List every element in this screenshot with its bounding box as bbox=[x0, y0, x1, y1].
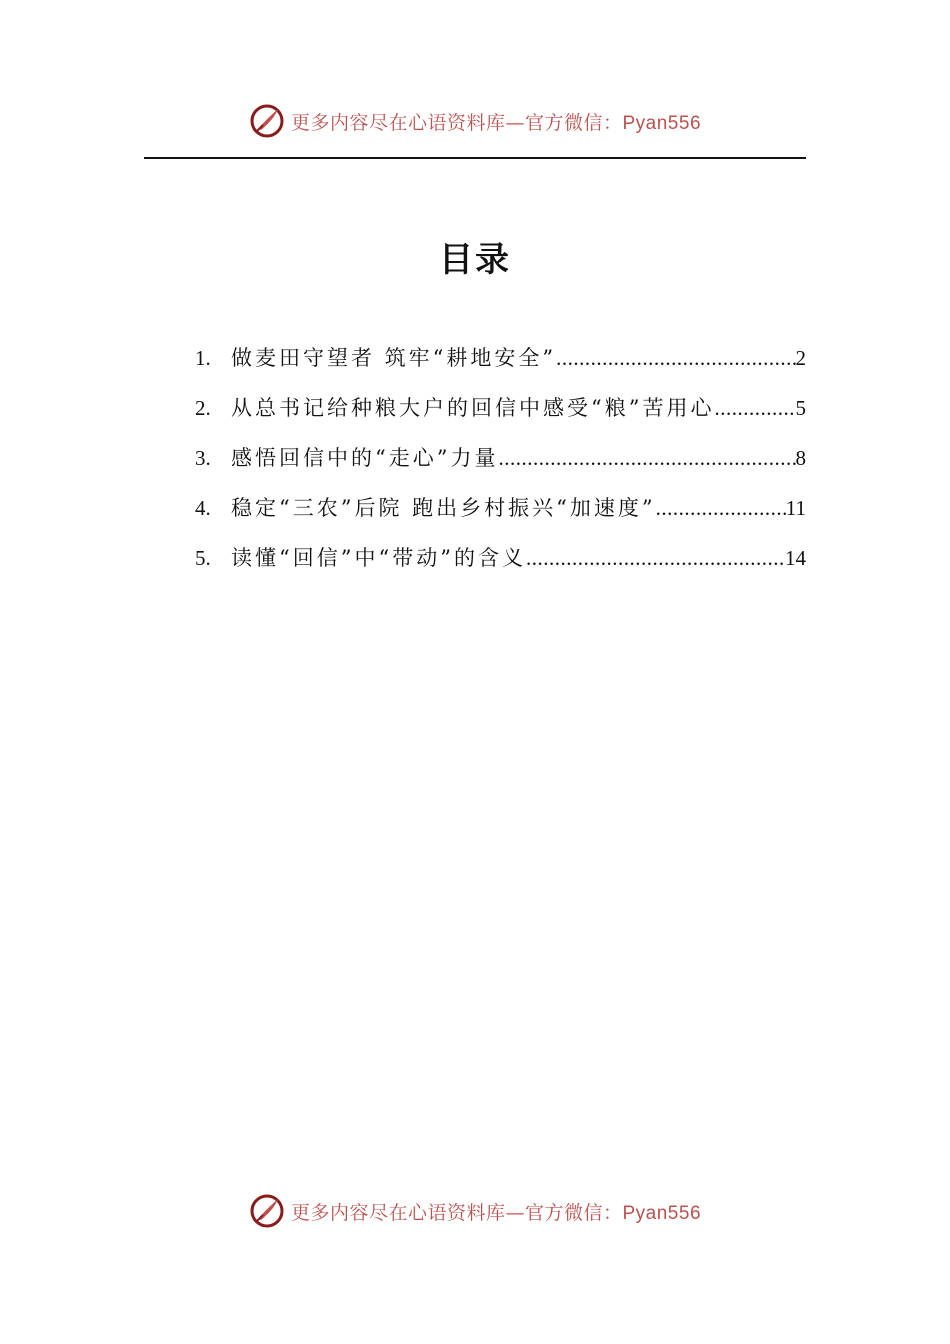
toc-title: 感悟回信中的“走心”力量 bbox=[231, 446, 499, 470]
toc-dot-leader bbox=[714, 390, 795, 426]
table-of-contents bbox=[195, 340, 806, 590]
toc-page-number: 8 bbox=[795, 446, 806, 470]
toc-number: 1. bbox=[195, 346, 211, 370]
header-divider bbox=[144, 157, 806, 159]
toc-page-number: 5 bbox=[795, 396, 806, 420]
toc-item-2[interactable] bbox=[195, 390, 806, 440]
toc-title: 稳定“三农”后院 跑出乡村振兴“加速度” bbox=[231, 496, 656, 520]
toc-title: 从总书记给种粮大户的回信中感受“粮”苦用心 bbox=[231, 396, 715, 420]
toc-page-number: 11 bbox=[785, 496, 806, 520]
toc-item-4[interactable] bbox=[195, 490, 806, 540]
toc-item-5[interactable] bbox=[195, 540, 806, 590]
footer-banner-text bbox=[291, 1198, 701, 1225]
toc-page-number: 2 bbox=[795, 346, 806, 370]
toc-dot-leader bbox=[656, 490, 786, 526]
banner-separator: — bbox=[505, 111, 525, 134]
quill-pen-logo-icon bbox=[249, 1193, 285, 1229]
toc-number: 3. bbox=[195, 446, 211, 470]
toc-dot-leader bbox=[498, 440, 795, 476]
banner-wechat-label: 官方微信： bbox=[524, 111, 623, 134]
header-banner-text bbox=[291, 108, 701, 135]
toc-item-1[interactable] bbox=[195, 340, 806, 390]
toc-dot-leader bbox=[526, 540, 785, 576]
toc-dot-leader bbox=[556, 340, 795, 376]
banner-separator: — bbox=[505, 1201, 525, 1224]
quill-pen-logo-icon bbox=[249, 103, 285, 139]
banner-main-text: 更多内容尽在心语资料库 bbox=[290, 1201, 506, 1224]
banner-wechat-id: Pyan556 bbox=[622, 112, 702, 134]
banner-wechat-id: Pyan556 bbox=[622, 1202, 702, 1224]
banner-wechat-label: 官方微信： bbox=[524, 1201, 623, 1224]
toc-title: 读懂“回信”中“带动”的含义 bbox=[231, 546, 526, 570]
toc-number: 5. bbox=[195, 546, 211, 570]
banner-main-text: 更多内容尽在心语资料库 bbox=[290, 111, 506, 134]
toc-page-number: 14 bbox=[785, 546, 806, 570]
toc-number: 4. bbox=[195, 496, 211, 520]
page-title: 目录 bbox=[439, 240, 511, 280]
toc-title: 做麦田守望者 筑牢“耕地安全” bbox=[231, 346, 557, 370]
toc-number: 2. bbox=[195, 396, 211, 420]
header-banner bbox=[0, 103, 950, 139]
footer-banner bbox=[0, 1193, 950, 1229]
toc-item-3[interactable] bbox=[195, 440, 806, 490]
